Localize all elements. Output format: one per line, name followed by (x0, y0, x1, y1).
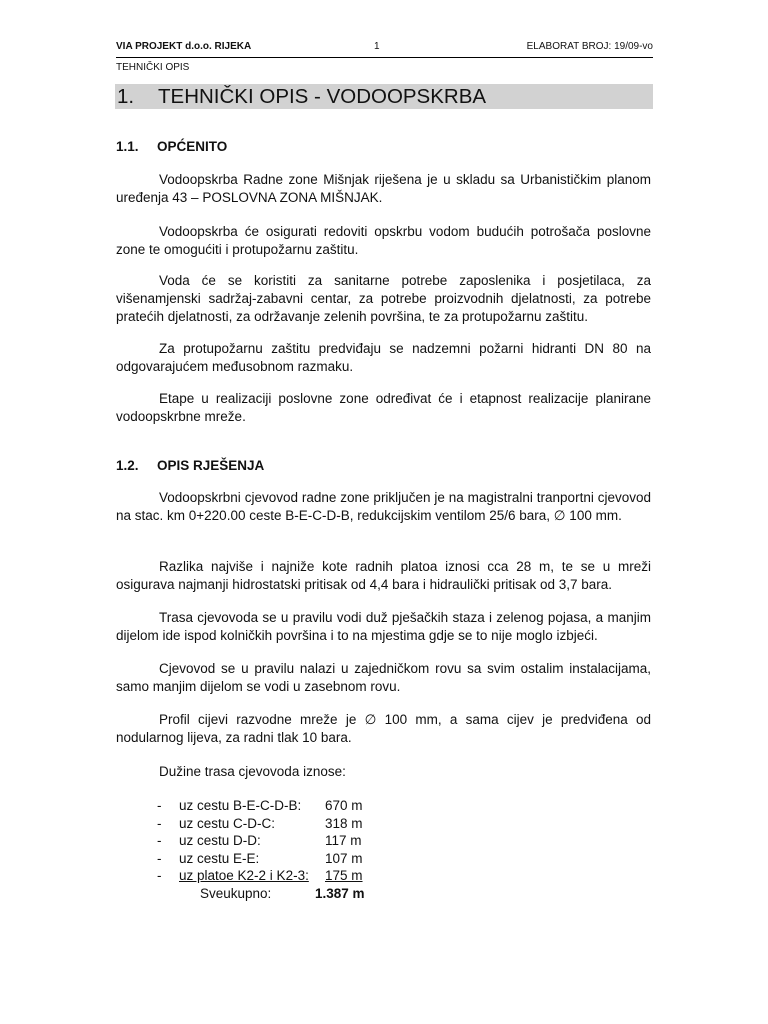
paragraph: Etape u realizaciji poslovne zone određivat će i etapnost realizacije planirane vodoopskrbne mreže. (116, 391, 651, 424)
list-item: - uz cestu D-D: 117 m (157, 833, 362, 848)
page-number: 1 (374, 41, 380, 52)
list-item: - uz platoe K2-2 i K2-3: 175 m (157, 868, 363, 883)
section-number: 1.2. (116, 458, 139, 473)
paragraph: Vodoopskrba će osigurati redoviti opskrbu vodom budućih potrošača poslovne zone te omogućiti i protupožarnu zaštitu. (116, 224, 651, 257)
total-row (116, 885, 416, 903)
chapter-title-text: TEHNIČKI OPIS - VODOOPSKRBA (158, 85, 487, 108)
header-divider (116, 57, 653, 58)
section-title: OPIS RJEŠENJA (157, 458, 265, 473)
paragraph: Vodoopskrbni cjevovod radne zone priključen je na magistralni tranportni cjevovod na stac. km 0+220.00 ceste B-E-C-D-B, redukcijskim ventilom 25/6 bara, ∅ 100 mm. (116, 490, 651, 523)
chapter-number: 1. (117, 85, 135, 108)
elaborat-number: ELABORAT BROJ: 19/09-vo (526, 41, 653, 52)
paragraph: Profil cijevi razvodne mreže je ∅ 100 mm, a sama cijev je predviđena od nodularnog lijeva, za radni tlak 10 bara. (116, 712, 651, 745)
company-name: VIA PROJEKT d.o.o. RIJEKA (116, 41, 252, 52)
total-value: 1.387 m (315, 885, 365, 901)
paragraph: Trasa cjevovoda se u pravilu vodi duž pješačkih staza i zelenog pojasa, a manjim dijelom ide ispod kolničkih površina i to na mjestima gdje se to nije moglo izbjeći. (116, 610, 651, 643)
pipeline-length-list (116, 797, 416, 903)
section-heading (116, 458, 264, 473)
list-item: - uz cestu C-D-C: 318 m (157, 815, 363, 831)
section-heading (116, 139, 227, 154)
list-item: - uz cestu B-E-C-D-B: 670 m (157, 798, 363, 813)
header-subtitle: TEHNIČKI OPIS (116, 62, 190, 73)
paragraph: Za protupožarnu zaštitu predviđaju se nadzemni požarni hidranti DN 80 na odgovarajućem međusobnom razmaku. (116, 341, 651, 374)
paragraph: Razlika najviše i najniže kote radnih platoa iznosi cca 28 m, te se u mreži osigurava najmanji hidrostatski pritisak od 4,4 bara i hidraulički pritisak od 3,7 bara. (116, 559, 651, 592)
section-number: 1.1. (116, 139, 139, 154)
paragraph: Voda će se koristiti za sanitarne potrebe zaposlenika i posjetilaca, za višenamjenski sadržaj-zabavni centar, za potrebe proizvodnih djelatnosti, za potrebe pratećih djelatnosti, za održavanje zelenih površina, te za protupožarnu zaštitu. (116, 273, 651, 324)
paragraph: Vodoopskrba Radne zone Mišnjak riješena je u skladu sa Urbanističkim planom uređenja 43 – POSLOVNA ZONA MIŠNJAK. (116, 172, 651, 205)
section-title: OPĆENITO (157, 139, 228, 154)
list-item: - uz cestu E-E: 107 m (157, 850, 363, 866)
page-header (116, 41, 653, 55)
chapter-title (115, 84, 653, 109)
total-label: Sveukupno: (200, 885, 272, 901)
paragraph: Dužine trasa cjevovoda iznose: (159, 764, 346, 779)
paragraph: Cjevovod se u pravilu nalazi u zajedničkom rovu sa svim ostalim instalacijama, samo manjim dijelom se vodi u zasebnom rovu. (116, 661, 651, 694)
